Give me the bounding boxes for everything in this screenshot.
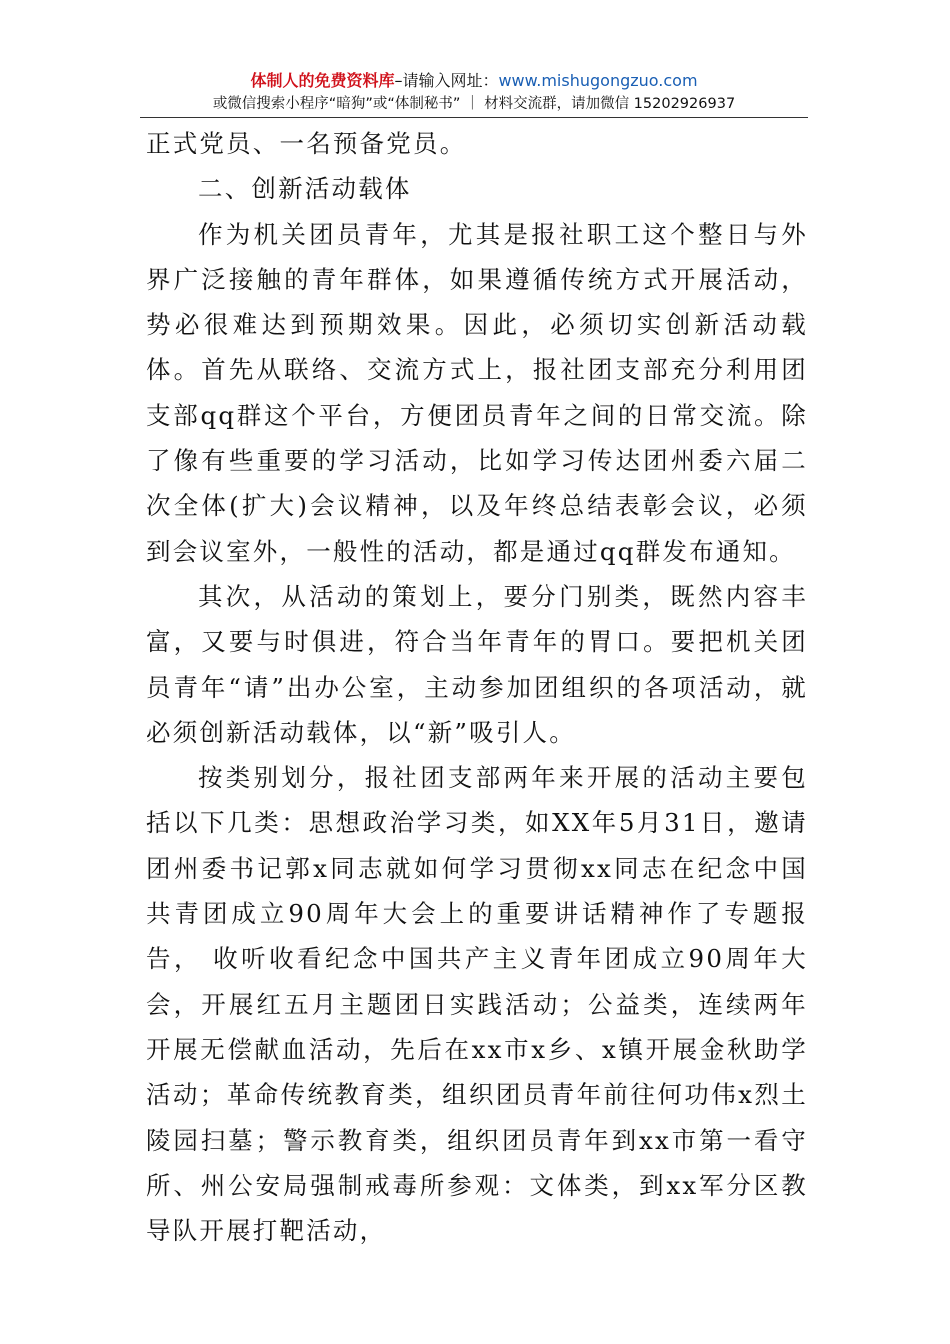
header-prompt: –请输入网址： (394, 71, 499, 90)
header-banner (140, 70, 808, 92)
paragraph: 作为机关团员青年，尤其是报社职工这个整日与外界广泛接触的青年群体，如果遵循传统方式开展活动，势必很难达到预期效果。因此，必须切实创新活动载体。首先从联络、交流方式上，报社团支部充分利用团支部qq群这个平台，方便团员青年之间的日常交流。除了像有些重要的学习活动，比如学习传达团州委六届二次全体(扩大)会议精神，以及年终总结表彰会议，必须到会议室外，一般性的活动，都是通过qq群发布通知。 (146, 219, 808, 566)
section-heading: 二、创新活动载体 (198, 174, 412, 204)
document-body (146, 121, 808, 1253)
paragraph: 其次，从活动的策划上，要分门别类，既然内容丰富，又要与时俱进，符合当年青年的胃口。要把机关团员青年“请”出办公室，主动参加团组织的各项活动，就必须创新活动载体，以“新”吸引人。 (146, 581, 808, 747)
header-subline: 或微信搜索小程序“暗狗”或“体制秘书” ｜ 材料交流群，请加微信 15202926937 (212, 96, 736, 112)
header-url-link[interactable]: www.mishugongzuo.com (498, 71, 698, 90)
header-brand: 体制人的免费资料库 (250, 71, 395, 90)
paragraph: 按类别划分，报社团支部两年来开展的活动主要包括以下几类：思想政治学习类，如XX年5月31日，邀请团州委书记郭x同志就如何学习贯彻xx同志在纪念中国共青团成立90周年大会上的重要讲话精神作了专题报告， 收听收看纪念中国共产主义青年团成立90周年大会，开展红五月主题团日实践活动；公益类，连续两年开展无偿献血活动，先后在xx市x乡、x镇开展金秋助学活动；革命传统教育类，组织团员青年前往何功伟x烈土陵园扫墓；警示教育类，组织团员青年到xx市第一看守所、州公安局强制戒毒所参观：文体类，到xx军分区教导队开展打靶活动， (146, 763, 808, 1246)
paragraph-continuation: 正式党员、一名预备党员。 (146, 129, 467, 158)
header-divider (140, 117, 808, 118)
page-header (140, 70, 808, 118)
